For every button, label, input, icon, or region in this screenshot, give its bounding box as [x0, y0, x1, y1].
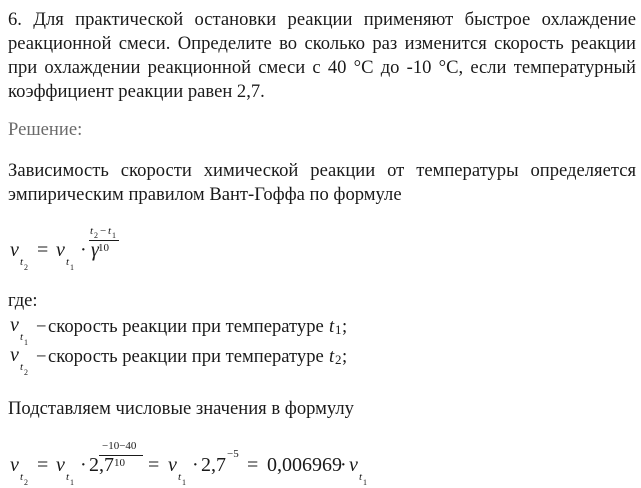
exp-t2: t [90, 225, 94, 237]
exp-denominator: 10 [98, 242, 109, 254]
def2-var: t [329, 346, 335, 367]
exp-t1-sub: 1 [112, 231, 116, 240]
def1-text: скорость реакции при температуре [48, 316, 324, 337]
calc-exp-denominator: 10 [114, 457, 125, 469]
exp-minus: − [100, 225, 107, 237]
exp-fraction-bar [89, 240, 119, 241]
def2-var-sub: 2 [335, 352, 342, 367]
def1-end: ; [342, 316, 348, 337]
formula-equals: = [37, 239, 49, 261]
where-label: где: [8, 290, 38, 311]
def2-v: v [10, 344, 19, 366]
def1-dash: − [36, 316, 47, 337]
calc-sub-t-2: t [178, 471, 182, 483]
calc-sub-t-1: t [66, 471, 70, 483]
def1-sub-t: t [20, 331, 24, 343]
formula-gamma: γ [91, 239, 99, 261]
calc-sub-t-left: t [20, 471, 24, 483]
formula-subsub-2-left: 2 [24, 263, 28, 272]
calc-base-1: 2,7 [89, 454, 114, 476]
def1-subsub: 1 [24, 338, 28, 347]
formula-sub-t-left: t [20, 256, 24, 268]
calc-result: 0,006969 [267, 454, 342, 476]
exp-t2-sub: 2 [94, 231, 98, 240]
calc-subsub-3: 1 [363, 478, 367, 487]
calc-v-1: v [56, 454, 65, 476]
calc-exp-2: −5 [227, 448, 239, 460]
formula-dot: · [80, 239, 87, 261]
calc-v-2: v [168, 454, 177, 476]
calc-sub-t-3: t [359, 471, 363, 483]
calc-equals-1: = [37, 454, 49, 476]
calc-subsub-2: 1 [182, 478, 186, 487]
calc-v-left: v [10, 454, 19, 476]
calc-dot-3: · [340, 454, 347, 476]
def1-var: t [329, 316, 335, 337]
problem-text: 6. Для практической остановки реакции применяют быстрое охлаждение реакционной смеси. Определите во сколько раз изменится скорость реакции при охлаждении реакционной смеси с 40 °С до -10 °С, если температурный коэффициент реакции равен 2,7. [8, 9, 636, 102]
calc-exp-numerator: −10−40 [102, 440, 137, 452]
def1-var-sub: 1 [335, 322, 342, 337]
solution-heading: Решение: [8, 119, 83, 140]
def2-sub-t: t [20, 361, 24, 373]
calc-dot-1: · [80, 454, 87, 476]
calc-v-3: v [349, 454, 358, 476]
calc-subsub-1: 1 [70, 478, 74, 487]
exp-t1: t [108, 225, 112, 237]
formula-subsub-1-right: 1 [70, 263, 74, 272]
calc-equals-3: = [247, 454, 259, 476]
def2-text: скорость реакции при температуре [48, 346, 324, 367]
calc-equals-2: = [148, 454, 160, 476]
intro-text: Зависимость скорости химической реакции от температуры определяется эмпирическим правилом Вант-Гоффа по формуле [8, 160, 636, 205]
def2-subsub: 2 [24, 368, 28, 377]
substitute-text: Подставляем числовые значения в формулу [8, 398, 354, 419]
calc-exp-bar [99, 455, 143, 456]
formula-v-right: v [56, 239, 65, 261]
calc-dot-2: · [192, 454, 199, 476]
calc-base-2: 2,7 [201, 454, 226, 476]
def2-dash: − [36, 346, 47, 367]
formula-v-left: v [10, 239, 19, 261]
def2-end: ; [342, 346, 348, 367]
def1-v: v [10, 314, 19, 336]
formula-sub-t-right: t [66, 256, 70, 268]
calc-subsub-left: 2 [24, 478, 28, 487]
